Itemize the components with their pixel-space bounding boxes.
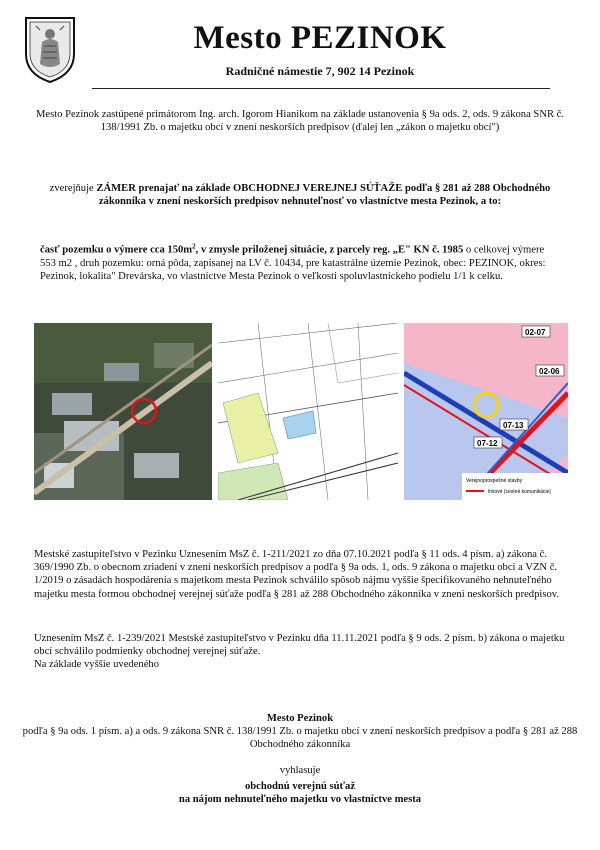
announcement-lead: zverejňuje	[49, 183, 94, 194]
page-title: Mesto PEZINOK	[193, 20, 447, 56]
zone-label: 02-07	[525, 328, 546, 337]
council-decision-paragraph: Mestské zastupiteľstvo v Pezinku Uznesením MsZ č. 1-211/2021 zo dňa 07.10.2021 podľa § 11 ods. 4 písm. a) zákona č. 369/1990 Zb. o obecnom zriadení v znení neskorších predpisov a podľa § 9a ods. 1, ods. 9 zákona o majetku obcí a VZN č. 1/2019 o zásadách hospodárenia s majetkom mesta Pezinok schválilo spôsob nájmu vyššie špecifikovaného nehnuteľného majetku mesta formou obchodnej verejnej súťaže podľa § 281 až 288 Obchodného zákonníka v znení neskorších predpisov.	[34, 549, 560, 600]
contest-title: obchodnú verejnú súťaž na nájom nehnuteľného majetku vo vlastníctve mesta	[178, 781, 422, 806]
zone-label: 02-06	[539, 367, 560, 376]
zone-label: 07-12	[477, 439, 498, 448]
closing-announces: vyhlasuje	[279, 765, 321, 776]
intro-paragraph: Mesto Pezinok zastúpené primátorom Ing. arch. Igorom Hianikom na základe ustanovenia § 9a ods. 2, ods. 9 zákona SNR č. 138/1991 Zb. o majetku obcí v znení neskorších predpisov (ďalej len „zákon o majetku obcí")	[35, 109, 565, 134]
closing-city: Mesto Pezinok	[266, 713, 334, 724]
council-conditions-paragraph: Uznesením MsZ č. 1-239/2021 Mestské zastupiteľstvo v Pezinku dňa 11.11.2021 podľa § 9 ods. 2 písm. b) zákona o majetku obcí schválilo podmienky obchodnej verejnej súťaže. Na základe vyššie uvedeného	[34, 633, 565, 671]
zone-label: 07-13	[503, 421, 524, 430]
cadastral-map	[218, 323, 398, 500]
announcement-paragraph: zverejňuje ZÁMER prenajať na základe OBCHODNEJ VEREJNEJ SÚŤAŽE podľa § 281 až 288 Obchodného zákonníka v znení neskorších predpisov nehnuteľnosť vo vlastníctve mesta Pezinok, a to:	[49, 183, 551, 208]
basis-line: Na základe vyššie uvedeného	[34, 659, 160, 671]
site-maps	[34, 323, 568, 500]
city-coat-of-arms-icon	[22, 14, 78, 84]
header-divider	[92, 88, 550, 89]
aerial-photo-map	[34, 323, 212, 500]
map-legend-title: Verejnoprospešné stavby	[466, 478, 523, 484]
map-legend-item: líniové (cestné komunikácie)	[488, 489, 552, 495]
city-address: Radničné námestie 7, 902 14 Pezinok	[225, 64, 415, 78]
subject-paragraph: časť pozemku o výmere cca $150m^2$, v zmysle priloženej situácie, z parcely reg. „E" KN č. 1985 o celkovej výmere 553 m2 , druh pozemku: orná pôda, zapísanej na LV č. 10434, pre katastrálne územie Pezinok, obec: PEZINOK, okres: Pezinok, lokalita" Drevárska, vo vlastníctve Mesta Pezinok o veľkosti spoluvlastníckeho podielu 1/1 k celku.	[40, 242, 546, 282]
closing-legal-basis: podľa § 9a ods. 1 písm. a) a ods. 9 zákona SNR č. 138/1991 Zb. o majetku obcí v znení neskorších predpisov a podľa § 281 až 288 Obchodného zákonníka	[22, 726, 578, 751]
zoning-map	[404, 323, 568, 500]
